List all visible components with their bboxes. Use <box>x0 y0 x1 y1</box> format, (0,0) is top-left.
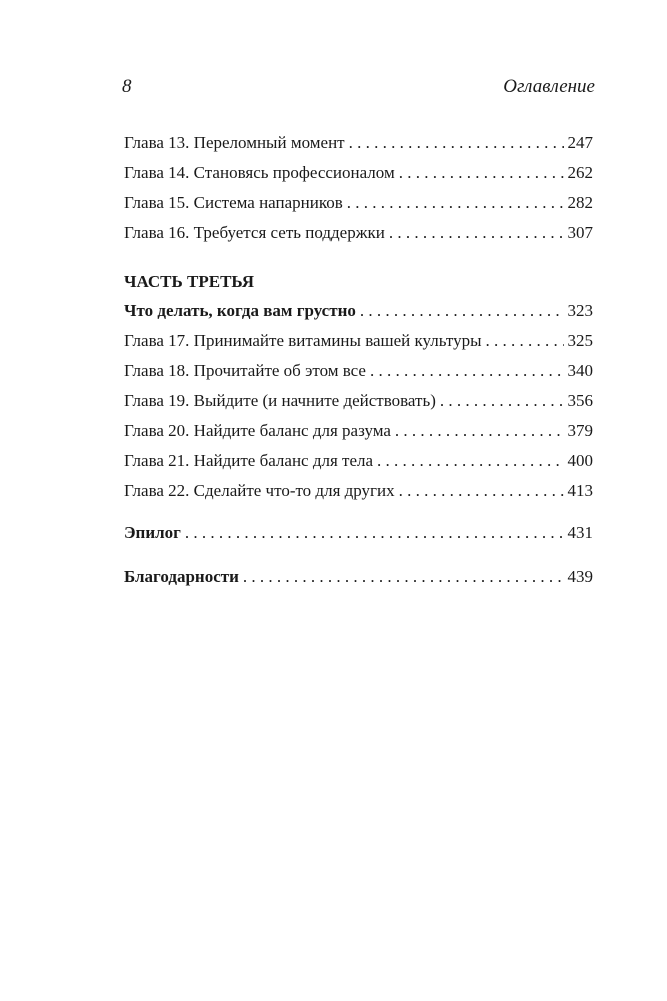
toc-entry-page: 379 <box>567 421 593 440</box>
toc-entry-label: Благодарности <box>124 567 239 586</box>
toc-entry <box>124 128 593 158</box>
toc-entry-label: Глава 20. Найдите баланс для разума <box>124 421 391 440</box>
toc-acknowledgements <box>124 562 593 592</box>
leader-dots <box>486 326 564 356</box>
toc-entry <box>124 416 593 446</box>
toc-entry-page: 356 <box>567 391 593 410</box>
toc-entry-label: Эпилог <box>124 523 181 542</box>
leader-dots <box>377 446 563 476</box>
toc-entry-label: Глава 15. Система напарников <box>124 193 343 212</box>
toc-entry-label: Глава 16. Требуется сеть поддержки <box>124 223 385 242</box>
spacer <box>124 548 593 562</box>
running-head: Оглавление <box>503 76 595 97</box>
toc-entry-label: Глава 17. Принимайте витамины вашей культуры <box>124 331 482 350</box>
toc-entry-page: 325 <box>567 331 593 350</box>
leader-dots <box>243 562 564 592</box>
toc-entry-page: 413 <box>567 481 593 500</box>
table-of-contents <box>124 128 593 592</box>
toc-entry-label: Глава 19. Выйдите (и начните действовать) <box>124 391 436 410</box>
page-number: 8 <box>122 76 132 97</box>
toc-epilogue <box>124 518 593 548</box>
toc-entry <box>124 446 593 476</box>
toc-entry-label: Глава 22. Сделайте что-то для других <box>124 481 395 500</box>
toc-entry <box>124 386 593 416</box>
leader-dots <box>360 296 564 326</box>
toc-entry-page: 439 <box>567 567 593 586</box>
toc-entry <box>124 188 593 218</box>
leader-dots <box>370 356 564 386</box>
toc-entry-page: 307 <box>567 223 593 242</box>
leader-dots <box>389 218 564 248</box>
leader-dots <box>185 518 564 548</box>
toc-entry-label: Глава 14. Становясь профессионалом <box>124 163 395 182</box>
leader-dots <box>440 386 564 416</box>
leader-dots <box>395 416 564 446</box>
spacer <box>124 506 593 518</box>
toc-entry-page: 262 <box>567 163 593 182</box>
leader-dots <box>399 476 564 506</box>
part-heading: ЧАСТЬ ТРЕТЬЯ <box>124 272 255 291</box>
toc-entry-page: 282 <box>567 193 593 212</box>
toc-entry <box>124 218 593 248</box>
toc-entry-page: 247 <box>567 133 593 152</box>
toc-entry-label: Что делать, когда вам грустно <box>124 301 356 320</box>
toc-entry-label: Глава 13. Переломный момент <box>124 133 345 152</box>
toc-entry-label: Глава 21. Найдите баланс для тела <box>124 451 374 470</box>
toc-entry-page: 340 <box>567 361 593 380</box>
toc-entry-page: 431 <box>567 523 593 542</box>
toc-entry <box>124 326 593 356</box>
toc-entry <box>124 476 593 506</box>
toc-entry-label: Глава 18. Прочитайте об этом все <box>124 361 366 380</box>
toc-part-title <box>124 296 593 326</box>
toc-entry-page: 323 <box>567 301 593 320</box>
leader-dots <box>349 128 564 158</box>
leader-dots <box>399 158 564 188</box>
toc-entry <box>124 158 593 188</box>
leader-dots <box>347 188 564 218</box>
toc-entry <box>124 356 593 386</box>
toc-entry-page: 400 <box>567 451 593 470</box>
